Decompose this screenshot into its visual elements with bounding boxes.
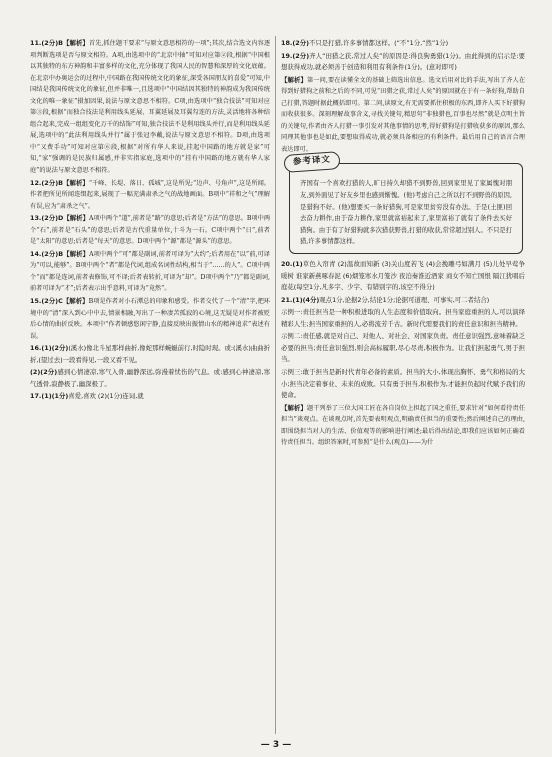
- question-number: 21.: [281, 295, 293, 304]
- answer-text: 示例二:责任感,就是对自己、对他人、对社会、对国家负责。责任意识强烈,意味着缺乏必要的担当;责任意识强烈,则会高标履职,尽心尽责,积极作为。让我们担起勇气,男于担当。: [281, 332, 525, 364]
- answer-text: 观点1分,论据2分,结论1分;论据可道理、可事实,可二者结合): [319, 295, 490, 304]
- answer-item: [281, 307, 525, 330]
- analysis-tag: 【解析】: [63, 249, 90, 258]
- question-number: 20.: [281, 260, 293, 269]
- answer-item: [281, 331, 525, 366]
- page-number: — 3 —: [260, 740, 292, 750]
- answer-text: “千峰、长堤、落日、孤城”,这是所见;“边声、号角声”,这是所闻。作者把所见所闻连缀起来,展现了一幅充满肃杀之气的战地画面。B项中“祥和之气”理解有误,应为“肃杀之气”。: [30, 179, 270, 210]
- answer-head: (1): [292, 260, 303, 269]
- analysis-tag: 【解析】: [281, 75, 307, 84]
- analysis-tag: 【解析】: [63, 178, 89, 187]
- answer-text: 不只是打猎,许多事情都这样。(“不”1分,“然”1分): [309, 39, 449, 47]
- question-number: 16.: [30, 344, 42, 353]
- answer-text: B项是作者对小石潭总的印象和感受。作者交代了一个“清”字,把环境中的“清”深入到心中中去,情景相融,写出了一种凄苦孤寂的心境,这无疑是对作者被贬后心情的曲折反映。本项中“作者顿感悠闲宁静,直接反映出振情山水的精神追求”表述有误。: [30, 298, 270, 340]
- answer-item: [281, 367, 525, 402]
- answer-item: [30, 38, 270, 177]
- answer-head: (2分): [292, 51, 310, 60]
- answer-text: A项中两个“可”都是副词,前者可译为“大约”;后者用在“以”前,可译为“可以,能够”。B项中两个“者”都是代词,组成名词性结构,相当于“……的人”。C项中两个“而”都是连词,前者表修饰,可不译;后者表转折,可译为“却”。D项中两个“乃”都是副词,前者可译为“才”;后者表示出乎意料,可译为“竟然”。: [30, 250, 270, 293]
- answer-text: (溪水)像北斗星那样曲折,像蛇那样蜿蜒前行,时隐时现。或:(溪水)曲曲折折,(望过去)一段看得见,一段又看不见。: [30, 344, 271, 364]
- question-number: 17.: [30, 392, 42, 401]
- answer-head: (1)(1分): [41, 392, 69, 401]
- answer-item: [30, 343, 270, 366]
- question-number: 19.: [281, 51, 293, 60]
- answer-head: (1)(2分): [41, 344, 69, 353]
- analysis-tag: 【解析】: [63, 39, 89, 47]
- answer-item: [281, 75, 525, 156]
- answer-item: [281, 259, 525, 294]
- question-number: 12.: [30, 178, 42, 187]
- question-number: 13.: [30, 214, 42, 223]
- answer-text: 草色入帘青 (2)温故而知新 (3)关山度若飞 (4)会挽雕弓如满月 (5)儿处早莺争暖树 谁家新燕啄春泥 (6)烟笼寒水月笼沙 夜泊秦淮近酒家 商女不知亡国恨 隔江犹唱后庭花(每空1分,凡多字、少字、有错别字的,该空不得分): [281, 260, 525, 292]
- answer-item: [30, 213, 270, 248]
- answer-text: 示例一:责任担当是一种积极进取的人生态度和价值取向。担当家庭重担的人,可以演绎精彩人生;担当国家重担的人,必将流芳千古。新时代需要我们的责任意识和担当精神。: [281, 308, 525, 328]
- answer-text: 题干列举了三位大国工匠在各自岗位上担起了国之重任,要求针对“如何看待责任担当”谈观点。在谈观点时,首先要表明观点,明确责任担当的重要性;然后阐述自己的理由,即围绕担当对人的生活、价值观等的影响进行阐述;最后得出结论,即我们应该如何正确看待责任担当。组织答案时,可参照“是什么(观点)——为什: [281, 404, 526, 447]
- right-column: [281, 38, 525, 449]
- analysis-tag: 【解析】: [62, 297, 89, 306]
- answer-text: 示例三:敢于担当是新时代青年必备的素质。担当的大小,体现出胸怀、勇气和格局的大小;担当决定着事业、未来的成败。只有勇于担当,积极作为,才能担负起时代赋予我们的使命。: [281, 367, 525, 400]
- answer-head: (2分)D: [41, 214, 64, 223]
- answer-item: [281, 38, 525, 50]
- answer-text: 齐人“田猎之获,常过人矣”的原因是:得良狗勇猎(1分)。由此得到的启示是:要想获得成功,就必须善于创造和利用有利条件(1分)。(意对即可): [281, 51, 525, 72]
- reference-translation-title: 参考译文: [283, 152, 340, 173]
- analysis-tag: 【解析】: [281, 403, 307, 412]
- question-number: 14.: [30, 249, 42, 258]
- analysis-tag: 【解析】: [63, 214, 89, 223]
- answer-text: 第一问,要在读懂全文的基础上筛选出信息。选文后用对比的手法,写出了齐人在得到好猎狗之前和之后的不同,可见“田猎之获,常过人矣”的原因就在于有一条好狗,帮助自己打猎,答题时据此概括即可。第二问,读原文,有无需要抓住积极的东西,即齐人买下好猎狗而收获很多。深刻理解故事含义,寻找关键句,精思句“非独猎也,百事也尽然”就是点明主旨的关键句,作者由齐人打猎一事引发对其他事情的思考,得好猎狗是打猎收获多的原因,那么同理其他事也是如此,要想取得成功,就必须具备相应的有利条件。最后用自己的语言合理表达即可。: [281, 76, 526, 153]
- answer-item: [30, 296, 270, 342]
- answer-item: [281, 403, 525, 449]
- answer-head: (2分)B: [41, 178, 63, 187]
- answer-head: (1)(4分): [292, 295, 320, 304]
- question-number: 18.: [281, 39, 293, 47]
- answer-head: (2分): [292, 39, 310, 47]
- answer-item: [30, 249, 270, 295]
- answer-text: 首先,抓住题干要求“与原文意思相符的一项”;其次,结合选文内容逐项判断选项是否与原文相符。A项,由选项中的“北京中轴”可知对应第②段,根据“中国根以其独特的东方神韵和丰富多样的文化,充分体现了我国人民的智慧和深厚的文化底蕴。在北京中办奥运会的过程中,中国路在我国传统文化的象征,深受各国朋友的喜爱”可知,中国结是我国传统文化的象征,但并非唯一,且选项中“中国结因其独特的神韵成为我国传统文化的唯一象征”摄加因果,说法与原文意思不相符。C项,由选项中“独合技法”可知对应第③段,根据“而独合技法是利用线头延展、耳翼延展及耳翼勾连的方法,灵活地将各种结组合起来,完成一组组变化万千的结饰”可知,独合技法不是利用线头并行,而是利用线头延展,选项中的“此法利用线头并行”属于张冠李戴,说法与原文意思不相符。D项,由选项中“又费手功”可知对应第⑥段,根据“对所有华人来说,挂起中国路的地方就是家”可知,“家”强调的是民族归属感,并非实指家庭,选项中的“挂有中国路的地方就有华人家庭”的说法与原文意思不相符。: [30, 40, 271, 175]
- answer-item: [30, 367, 270, 390]
- answer-head: (2)(2分): [30, 368, 58, 377]
- answer-head: (2分)B: [41, 39, 63, 47]
- answer-head: (2分)B: [41, 249, 64, 258]
- answer-text: 感到心情凄凉,寒气入骨,幽静深远,弥漫着忧伤的气息。或:感到心神凄凉,寒气透骨,寂静极了,幽深极了。: [30, 368, 271, 388]
- column-divider: [275, 36, 276, 734]
- answer-item: [30, 178, 270, 213]
- answer-item: [281, 295, 525, 307]
- reference-translation-text: 齐国有一个喜欢打猎的人,旷日持久却猎不到野兽,回到家里见了家属愧对朋友,到外面见了好友乡里也感到惭愧。(他)考虑自己之所以打不到野兽的原因,是猎狗不好。(他)想要买一条好猎狗,可是家里贫穷没有办法。于是(土匪)回去奋力耕作,由于奋力耕作,家里就富裕起来了,家里富裕了就有了条件去买好猎狗。由于有了好猎狗就多次猎获野兽,打猎的收获,常常超过别人。不只是打猎,许多事情都这样。: [300, 180, 512, 246]
- answer-item: [281, 51, 525, 74]
- answer-item: [30, 391, 270, 403]
- question-number: 11.: [30, 39, 42, 47]
- answer-head: (2分)C: [41, 297, 63, 306]
- reference-translation-box: [289, 155, 523, 254]
- question-number: 15.: [30, 297, 42, 306]
- left-column: [30, 38, 270, 403]
- answer-text: A项中两个“道”,前者是“路”的意思;后者是“方法”的意思。B项中两个“石”,前者是“石头”的意思;后者是古代重量单位,十斗为一石。C项中两个“日”,前者是“太阳”的意思;后者是“每天”的意思。D项中两个“源”都是“源头”的意思。: [30, 215, 271, 246]
- answer-text: 喜爱,喜欢 (2)(1分)连词,就: [68, 392, 144, 401]
